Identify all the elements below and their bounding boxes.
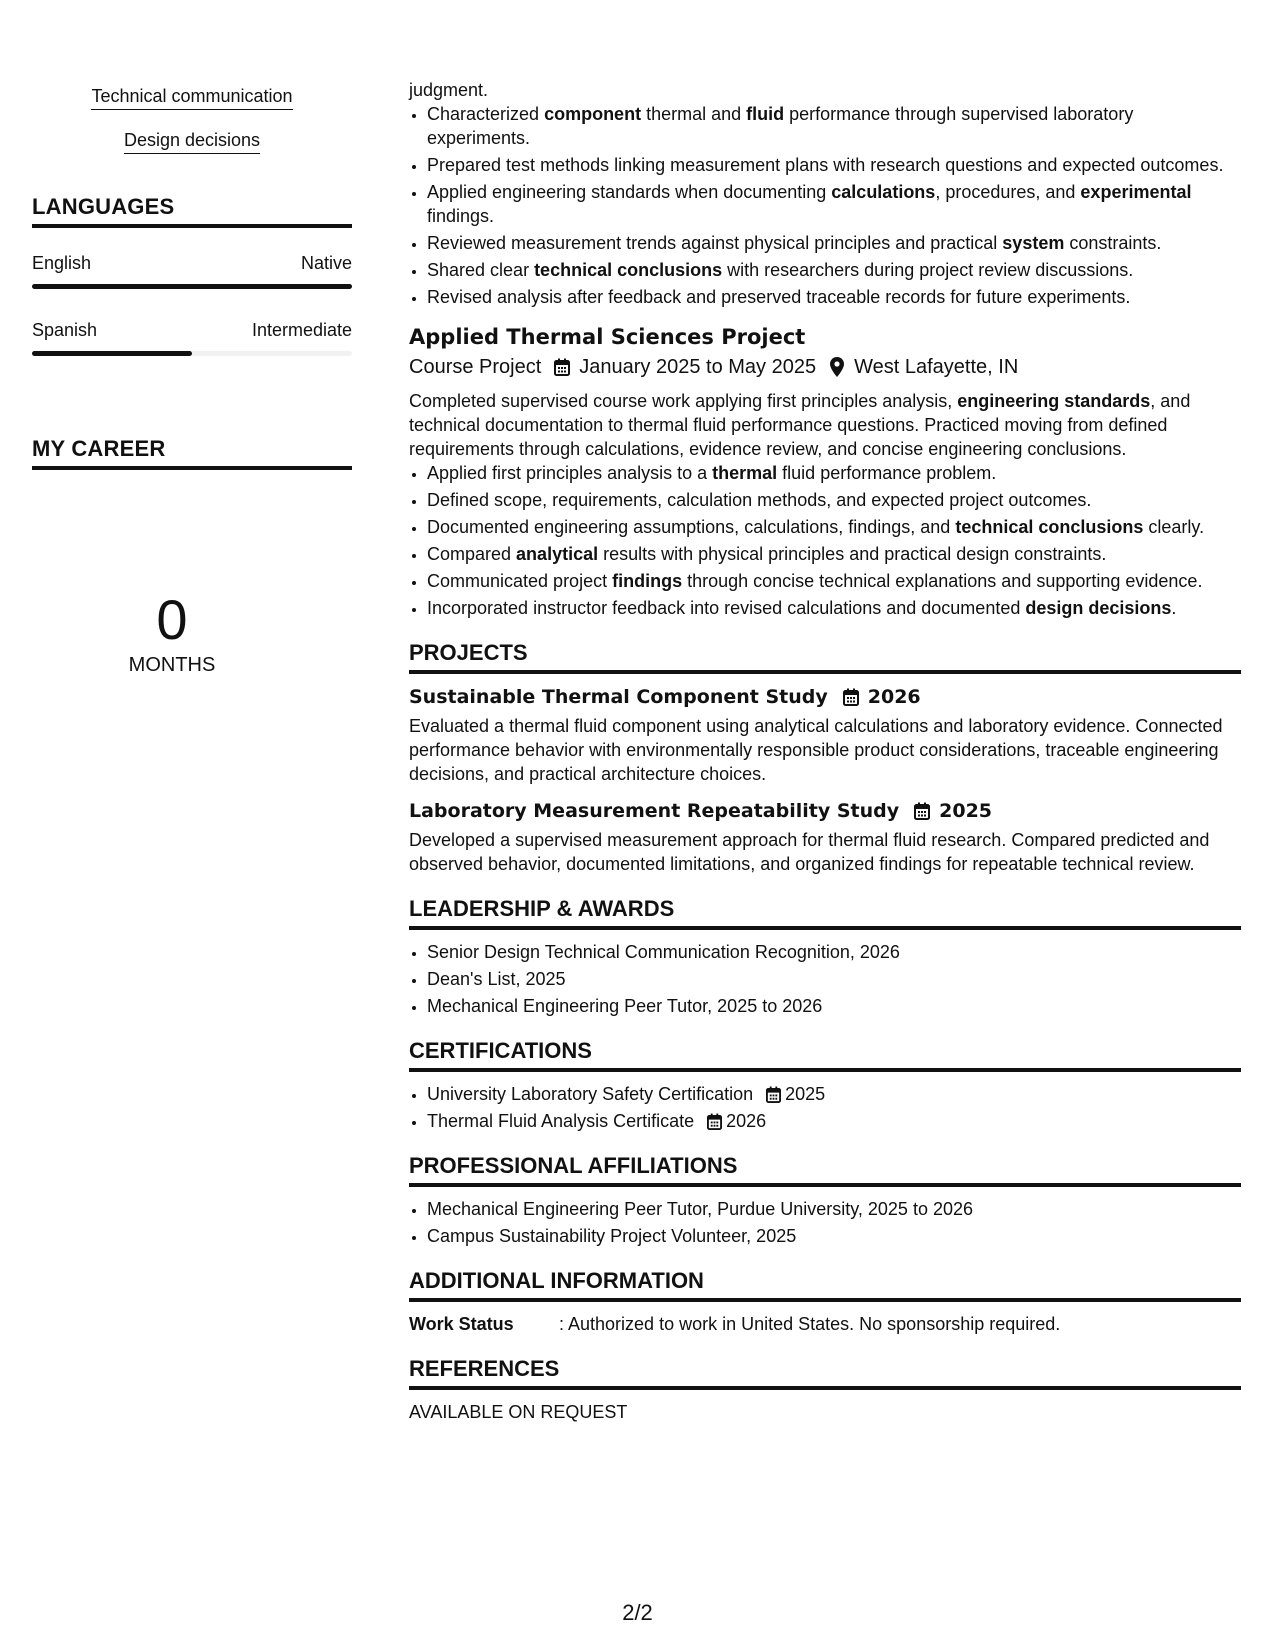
language-name: Spanish: [32, 320, 98, 340]
references-heading: REFERENCES: [409, 1356, 1241, 1390]
work-status-label: Work Status: [409, 1314, 514, 1334]
career-unit: MONTHS: [128, 654, 216, 676]
project-description: Evaluated a thermal fluid component using analytical calculations and laboratory evidence. Connected performance behavior with environmentally responsible product considerations, traceable engineering decisions, and practical architecture choices.: [409, 716, 1223, 784]
career-heading: MY CAREER: [32, 436, 352, 470]
bullet-item: • Communicated project findings through concise technical explanations and supporting evidence.: [427, 569, 1241, 593]
bullet-item: • Characterized component thermal and fluid performance through supervised laboratory experiments.: [427, 102, 1241, 150]
page-number: 2/2: [622, 1600, 653, 1625]
language-proficiency-fill: [32, 351, 192, 356]
language-proficiency-bar: [32, 351, 352, 356]
language-level: Native: [300, 253, 352, 273]
certification-name: • Thermal Fluid Analysis Certificate: [427, 1111, 695, 1131]
bullet-item: • Applied engineering standards when documenting calculations, procedures, and experimental findings.: [427, 180, 1241, 228]
calendar-icon: [842, 687, 860, 707]
list-item: • Mechanical Engineering Peer Tutor, 2025 to 2026: [427, 994, 1241, 1018]
language-name: English: [32, 253, 92, 273]
affiliations-list: [409, 1197, 1241, 1248]
job-location: West Lafayette, IN: [854, 356, 1019, 378]
references-text: AVAILABLE ON REQUEST: [409, 1402, 628, 1422]
job-title: Applied Thermal Sciences Project: [409, 325, 806, 349]
project-description: Developed a supervised measurement approach for thermal fluid research. Compared predicted and observed behavior, documented limitations, and organized findings for repeatable technical review.: [409, 830, 1210, 874]
keyword: fluid: [746, 104, 785, 124]
keyword: thermal: [712, 463, 778, 483]
bullet-item: • Applied first principles analysis to a thermal fluid performance problem.: [427, 461, 1241, 485]
leadership-heading: LEADERSHIP & AWARDS: [409, 896, 1241, 930]
keyword: experimental: [1080, 182, 1192, 202]
certifications-heading: CERTIFICATIONS: [409, 1038, 1241, 1072]
work-status-row: [409, 1312, 1241, 1336]
work-status-value: : Authorized to work in United States. No sponsorship required.: [559, 1314, 1061, 1334]
experience-bullets: [409, 102, 1241, 309]
skill-tags: [32, 84, 352, 172]
list-item: • Mechanical Engineering Peer Tutor, Purdue University, 2025 to 2026: [427, 1197, 1241, 1221]
project-item: [409, 798, 1241, 876]
project-title: Sustainable Thermal Component Study: [409, 686, 828, 708]
project-year: 2025: [939, 800, 993, 822]
skill-tag: Technical communication: [91, 84, 292, 110]
job-summary: Completed supervised course work applying first principles analysis, engineering standards, and technical documentation to thermal fluid performance questions. Practiced moving from defined requirements through calculations, evidence review, and concise engineering conclusions.: [409, 391, 1191, 459]
keyword: system: [1002, 233, 1065, 253]
calendar-icon: [553, 357, 571, 377]
projects-heading: PROJECTS: [409, 640, 1241, 674]
bullet-item: • Shared clear technical conclusions with researchers during project review discussions.: [427, 258, 1241, 282]
bullet-item: • Incorporated instructor feedback into revised calculations and documented design decisions.: [427, 596, 1241, 620]
career-value: 0: [156, 588, 188, 651]
career-duration: [32, 590, 312, 677]
certification-year: 2026: [726, 1111, 767, 1131]
calendar-icon: [913, 801, 931, 821]
keyword: design decisions: [1025, 598, 1172, 618]
keyword: analytical: [516, 544, 599, 564]
skill-tag: Design decisions: [124, 128, 260, 154]
bullet-item: • Reviewed measurement trends against physical principles and practical system constraints.: [427, 231, 1241, 255]
job-bullets: [409, 461, 1241, 620]
certifications-list: [409, 1082, 1241, 1133]
list-item: • Senior Design Technical Communication Recognition, 2026: [427, 940, 1241, 964]
job-dates: January 2025 to May 2025: [579, 356, 817, 378]
list-item: [427, 1109, 1241, 1133]
language-item: [32, 319, 352, 356]
additional-info-heading: ADDITIONAL INFORMATION: [409, 1268, 1241, 1302]
sidebar: [32, 84, 352, 677]
list-item: [427, 1082, 1241, 1106]
certification-name: • University Laboratory Safety Certification: [427, 1084, 754, 1104]
list-item: • Campus Sustainability Project Volunteer, 2025: [427, 1224, 1241, 1248]
list-item: • Dean's List, 2025: [427, 967, 1241, 991]
leadership-list: [409, 940, 1241, 1018]
keyword: technical conclusions: [955, 517, 1144, 537]
keyword: calculations: [831, 182, 936, 202]
keyword: engineering standards: [957, 391, 1151, 411]
bullet-item: • Prepared test methods linking measurement plans with research questions and expected outcomes.: [427, 153, 1241, 177]
job-meta: [409, 353, 1241, 381]
job-type: Course Project: [409, 356, 542, 378]
calendar-icon: [765, 1084, 781, 1104]
project-year: 2026: [867, 686, 921, 708]
location-pin-icon: [828, 357, 846, 377]
affiliations-heading: PROFESSIONAL AFFILIATIONS: [409, 1153, 1241, 1187]
certification-year: 2025: [785, 1084, 826, 1104]
continued-text: judgment.: [409, 80, 489, 100]
languages-heading: LANGUAGES: [32, 194, 352, 228]
language-proficiency-fill: [32, 284, 352, 289]
keyword: findings: [612, 571, 683, 591]
bullet-item: • Defined scope, requirements, calculation methods, and expected project outcomes.: [427, 488, 1241, 512]
keyword: technical conclusions: [534, 260, 723, 280]
calendar-icon: [706, 1111, 722, 1131]
bullet-item: • Compared analytical results with physical principles and practical design constraints.: [427, 542, 1241, 566]
project-item: [409, 684, 1241, 786]
language-item: [32, 252, 352, 289]
language-proficiency-bar: [32, 284, 352, 289]
language-level: Intermediate: [251, 320, 352, 340]
project-title: Laboratory Measurement Repeatability Study: [409, 800, 900, 822]
bullet-item: • Revised analysis after feedback and preserved traceable records for future experiments.: [427, 285, 1241, 309]
main-content: [409, 78, 1241, 1424]
keyword: component: [544, 104, 642, 124]
bullet-item: • Documented engineering assumptions, calculations, findings, and technical conclusions clearly.: [427, 515, 1241, 539]
